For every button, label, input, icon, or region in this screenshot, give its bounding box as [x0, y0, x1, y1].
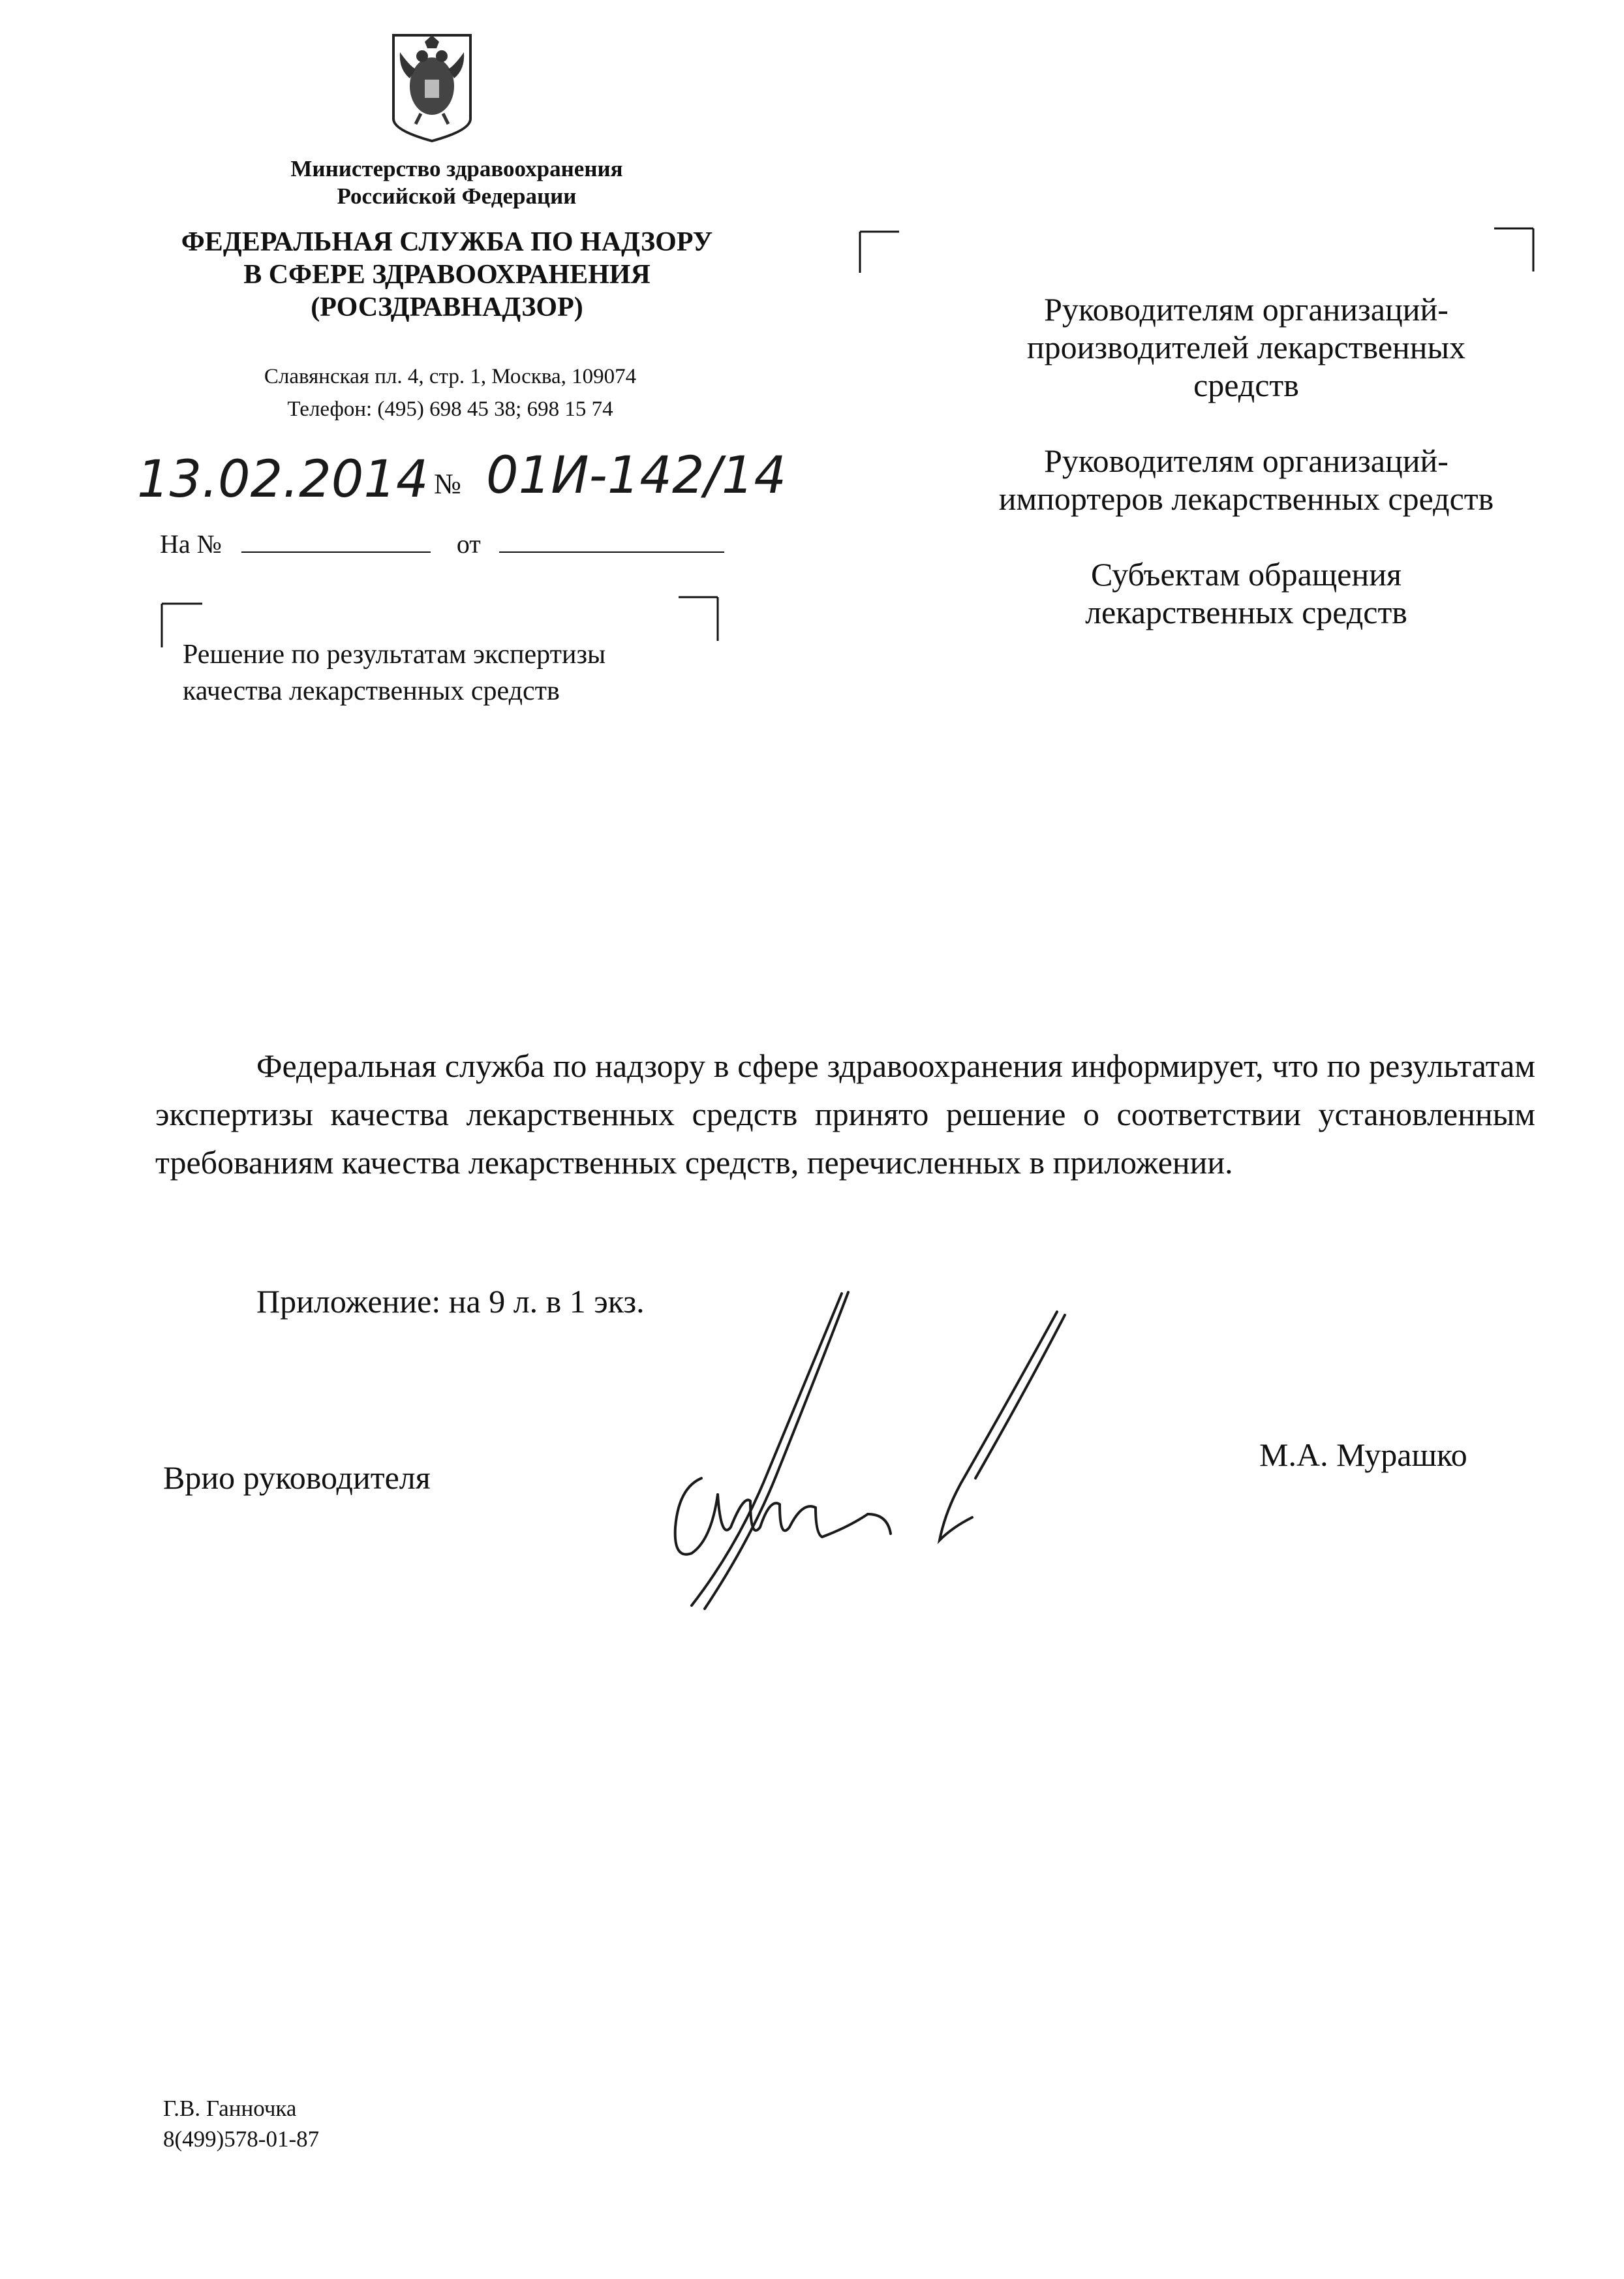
address-line: Славянская пл. 4, стр. 1, Москва, 109074 — [264, 365, 637, 388]
ministry-name: Министерство здравоохранения Российской Федерации — [290, 156, 623, 209]
registration-date: 13.02.2014 — [137, 450, 429, 509]
service-name: ФЕДЕРАЛЬНАЯ СЛУЖБА ПО НАДЗОРУ В СФЕРЕ ЗДРАВООХРАНЕНИЯ (РОСЗДРАВНАДЗОР) — [181, 227, 713, 322]
addressee-manufacturers: Руководителям организаций- производителей лекарственных средств — [1026, 291, 1466, 403]
executor-info — [163, 2093, 319, 2154]
handwritten-signature — [652, 1279, 1083, 1619]
signatory-name: М.А. Мурашко — [1259, 1436, 1467, 1473]
signatory-position: Врио руководителя — [163, 1459, 431, 1496]
registration-number-label: № — [434, 468, 461, 500]
letter-subject: Решение по результатам экспертизы качества лекарственных средств — [183, 640, 606, 706]
attachment-note: Приложение: на 9 л. в 1 экз. — [256, 1283, 645, 1320]
addressee-subjects: Субъектам обращения лекарственных средств — [1085, 556, 1407, 630]
letter-body-paragraph: Федеральная служба по надзору в сфере здравоохранения информирует, что по результатам экспертизы качества лекарственных средств принято решение о соответствии установленным требованиям качества лекарственных средств, перечисленных в приложении. — [155, 1047, 1535, 1181]
phone-line: Телефон: (495) 698 45 38; 698 15 74 — [287, 397, 613, 421]
addressee-importers: Руководителям организаций- импортеров лекарственных средств — [998, 442, 1494, 517]
executor-phone: 8(499)578-01-87 — [163, 2126, 320, 2152]
reply-reference: На № от — [160, 529, 724, 559]
registration-number: 01И-142/14 — [486, 446, 787, 505]
executor-name: Г.В. Ганночка — [163, 2096, 297, 2121]
addressees — [900, 290, 1592, 669]
